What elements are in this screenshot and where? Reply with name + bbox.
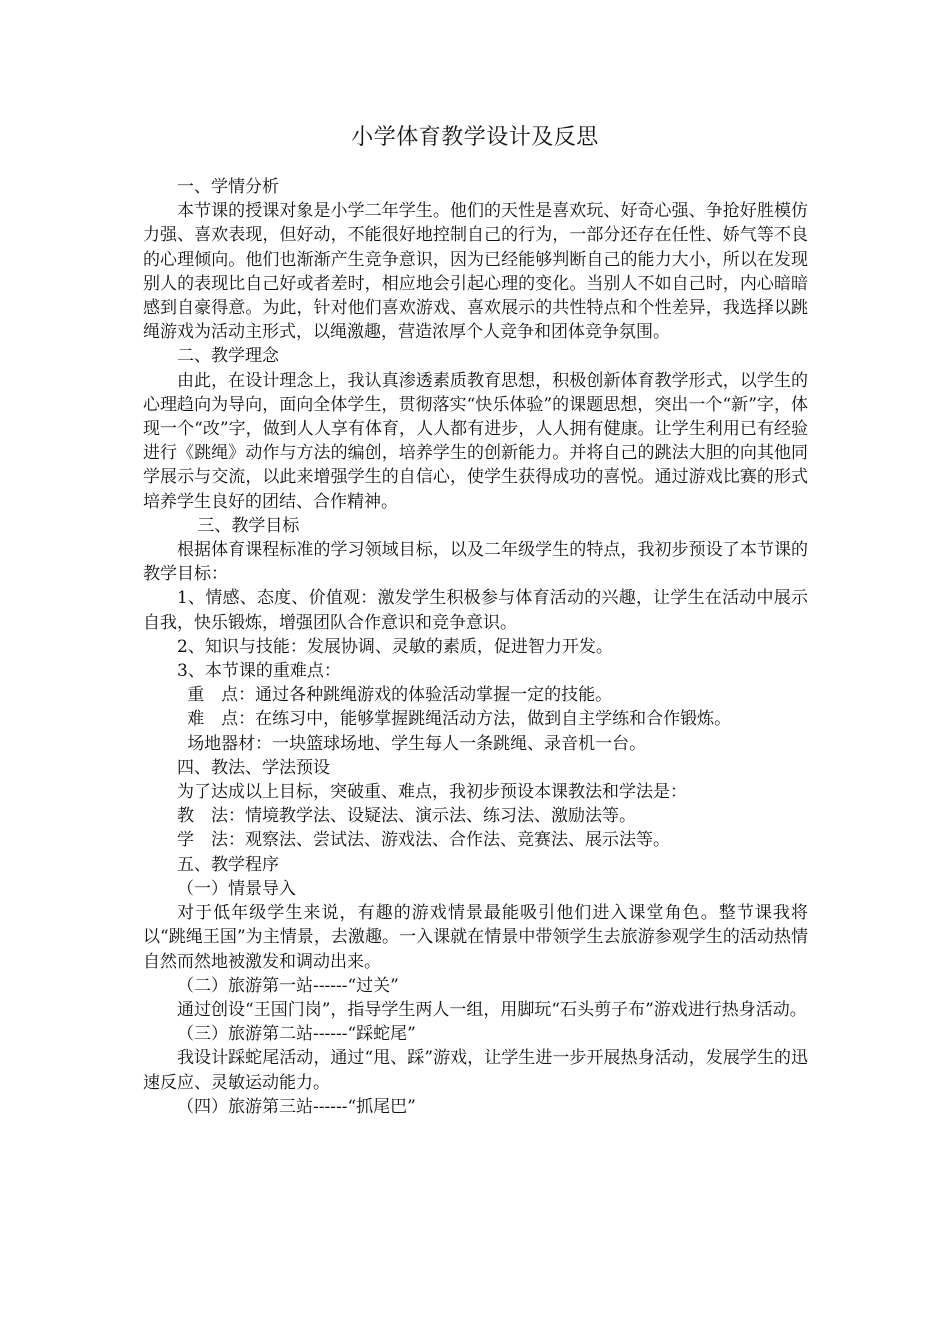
paragraph: 3、本节课的重难点：: [177, 661, 341, 682]
learning-method-line: 学 法：观察法、尝试法、游戏法、合作法、竞赛法、展示法等。: [177, 830, 670, 851]
section-heading: 五、教学程序: [177, 854, 279, 875]
paragraph: 2、知识与技能：发展协调、灵敏的素质，促进智力开发。: [177, 636, 613, 657]
subsection-heading: （二）旅游第一站------“过关”: [177, 975, 399, 996]
document-title: 小学体育教学设计及反思: [351, 125, 599, 150]
paragraph: 对于低年级学生来说，有趣的游戏情景最能吸引他们进入课堂角色。整节课我将以“跳绳王国”为主情景，去激趣。一入课就在情景中带领学生去旅游参观学生的活动热情自然而然地被激发和调动出来。: [143, 903, 808, 972]
teaching-method-line: 教 法：情境教学法、设疑法、演示法、练习法、激励法等。: [177, 806, 636, 827]
subsection-heading: （四）旅游第三站------“抓尾巴”: [177, 1096, 416, 1117]
paragraph: 我设计踩蛇尾活动，通过“甩、踩”游戏，让学生进一步开展热身活动，发展学生的迅速反应、灵敏运动能力。: [143, 1048, 808, 1093]
difficulty-line: 难 点：在练习中，能够掌握跳绳活动方法，做到自主学练和合作锻炼。: [187, 709, 732, 730]
paragraph: 1、情感、态度、价值观：激发学生积极参与体育活动的兴趣，让学生在活动中展示自我，快乐锻炼，增强团队合作意识和竞争意识。: [143, 588, 808, 633]
section-heading: 四、教法、学法预设: [177, 757, 330, 778]
subsection-heading: （三）旅游第二站------“踩蛇尾”: [177, 1024, 416, 1045]
section-heading: 二、教学理念: [177, 346, 279, 367]
paragraph: 通过创设“王国门岗”，指导学生两人一组，用脚玩“石头剪子布”游戏进行热身活动。: [177, 999, 807, 1020]
paragraph: 根据体育课程标准的学习领域目标，以及二年级学生的特点，我初步预设了本节课的教学目标：: [143, 540, 808, 585]
section-heading: 一、学情分析: [177, 177, 279, 197]
section-heading: 三、教学目标: [197, 515, 300, 536]
document-body: [143, 175, 808, 1119]
subsection-heading: （一）情景导入: [177, 878, 296, 899]
key-point-line: 重 点：通过各种跳绳游戏的体验活动掌握一定的技能。: [187, 685, 613, 706]
paragraph: 本节课的授课对象是小学二年学生。他们的天性是喜欢玩、好奇心强、争抢好胜模仿力强、喜欢表现，但好动，不能很好地控制自己的行为，一部分还存在任性、娇气等不良的心理倾向。他们也渐渐产生竞争意识，因为已经能够判断自己的能力大小，所以在发现别人的表现比自己好或者差时，相应地会引起心理的变化。当别人不如自己时，内心暗暗感到自豪得意。为此，针对他们喜欢游戏、喜欢展示的共性特点和个性差异，我选择以跳绳游戏为活动主形式，以绳激趣，营造浓厚个人竞争和团体竞争氛围。: [143, 201, 808, 343]
equipment-line: 场地器材：一块篮球场地、学生每人一条跳绳、录音机一台。: [187, 733, 647, 754]
paragraph: 为了达成以上目标，突破重、难点，我初步预设本课教法和学法是：: [177, 782, 687, 803]
paragraph: 由此，在设计理念上，我认真渗透素质教育思想，积极创新体育教学形式，以学生的心理趋向为导向，面向全体学生，贯彻落实“快乐体验”的课题思想，突出一个“新”字，体现一个“改”字，做到人人享有体育，人人都有进步，人人拥有健康。让学生利用已有经验进行《跳绳》动作与方法的编创，培养学生的创新能力。并将自己的跳法大胆的向其他同学展示与交流，以此来增强学生的自信心，使学生获得成功的喜悦。通过游戏比赛的形式培养学生良好的团结、合作精神。: [143, 370, 808, 512]
